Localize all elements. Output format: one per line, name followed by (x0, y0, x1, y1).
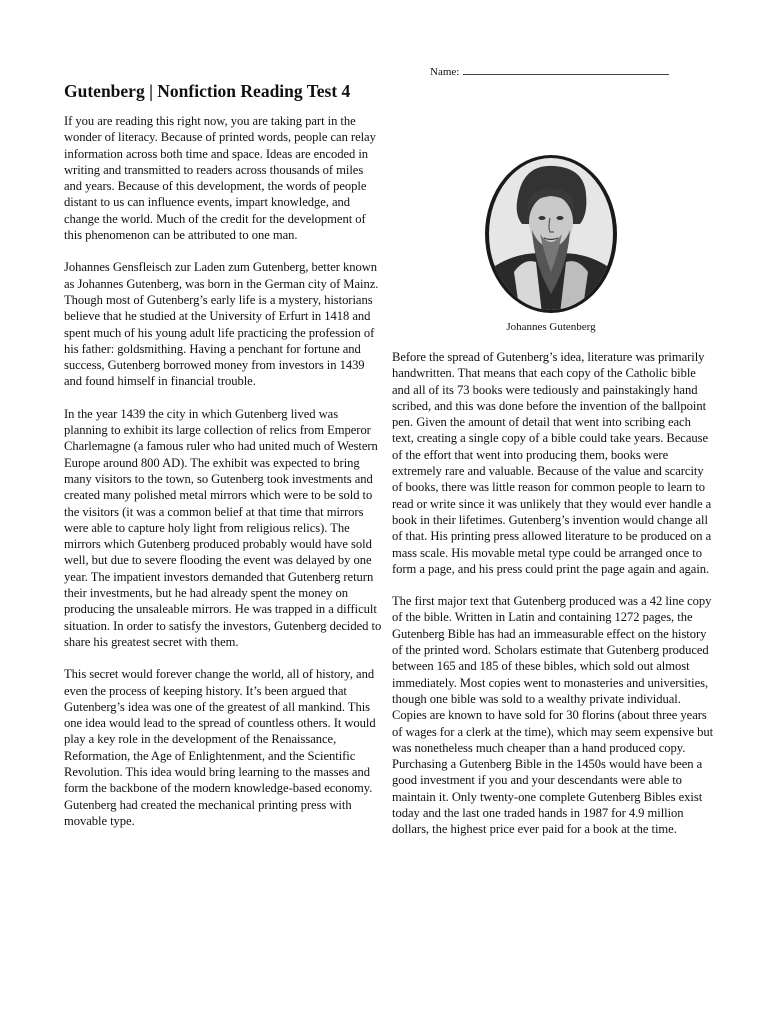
paragraph-mirrors: In the year 1439 the city in which Gutenberg lived was planning to exhibit its large collection of relics from Emperor Charlemagne (a famous ruler who had united much of Western Europe around 800 AD). The exhibit was expected to bring many visitors to the town, so Gutenberg took investments and created many polished metal mirrors which were to be sold to the visitors (it was a common belief at that time that mirrors were able to capture holy light from religious relics). The mirrors which Gutenberg produced probably would have sold well, but due to severe flooding the event was delayed by one year. The impatient investors demanded that Gutenberg return their investments, but he had already spent the money on producing the unsaleable mirrors. He was trapped in a difficult situation. In order to satisfy the investors, Gutenberg decided to share his greatest secret with them. (64, 406, 382, 649)
left-column (64, 113, 384, 845)
gutenberg-portrait-image (484, 154, 618, 314)
page-title: Gutenberg | Nonfiction Reading Test 4 (64, 81, 351, 101)
portrait-caption: Johannes Gutenberg (506, 321, 596, 333)
name-label: Name: (430, 66, 460, 78)
paragraph-intro: If you are reading this right now, you are taking part in the wonder of literacy. Because of printed words, people can relay information across both time and space. Ideas are encoded in writing and transmitted to readers across thousands of miles and years. Because of this development, the words of people distant to us can influence events, impart knowledge, and change the world. Much of the credit for the development of this phenomenon can be attributed to one man. (64, 114, 376, 243)
paragraph-gutenberg-bible: The first major text that Gutenberg produced was a 42 line copy of the bible. Written in Latin and containing 1272 pages, the Gutenberg Bible has had an immeasurable effect on the history of the printed word. Scholars estimate that Gutenberg produced between 165 and 185 of these bibles, which sold out almost immediately. Most copies went to monasteries and universities, though one bible was sold to a wealthy private individual. Copies are known to have sold for 30 florins (about three years of wages for a clerk at the time), which may seem expensive but was nonetheless much cheaper than a hand produced copy. Purchasing a Gutenberg Bible in the 1450s would have been a good investment if you and your descendants were able to maintain it. Only twenty-one complete Gutenberg Bibles exist today and the last one traded hands in 1987 for 4.9 million dollars, the highest price ever paid for a book at the time. (392, 594, 714, 837)
paragraph-secret: This secret would forever change the world, all of history, and even the process of keeping history. It’s been argued that Gutenberg’s idea was one of the greatest of all mankind. This one idea would lead to the spread of countless others. It would play a key role in the development of the Renaissance, Reformation, the Age of Enlightenment, and the Scientific Revolution. This idea would bring learning to the masses and form the backbone of the modern knowledge-based economy. Gutenberg had created the mechanical printing press with movable type. (64, 667, 376, 828)
right-column (392, 349, 714, 854)
name-field[interactable] (430, 64, 669, 80)
name-blank-line[interactable] (463, 73, 669, 75)
paragraph-early-life: Johannes Gensfleisch zur Laden zum Gutenberg, better known as Johannes Gutenberg, was born in the German city of Mainz. Though most of Gutenberg’s early life is a mystery, historians believe that he studied at the University of Erfurt in 1418 and spent much of his young adult life practicing the profession of his father: goldsmithing. Having a penchant for fortune and success, Gutenberg borrowed money from investors in 1439 and found himself in financial trouble. (64, 260, 379, 389)
paragraph-handwritten: Before the spread of Gutenberg’s idea, literature was primarily handwritten. That means that each copy of the Catholic bible and all of its 73 books were tediously and painstakingly hand scribed, and this was done before the invention of the ballpoint pen. Given the amount of detail that went into scribing each text, creating a single copy of a bible could take years. Because of the effort that went into producing them, books were extremely rare and valuable. Because of the value and scarcity of books, there was little reason for common people to learn to read or write since it was unlikely that they would ever handle a book in their lifetimes. Gutenberg’s invention would change all of that. His printing press allowed literature to be produced on a mass scale. His movable metal type could be arranged once to form a page, and his press could print the page again and again. (392, 350, 712, 576)
